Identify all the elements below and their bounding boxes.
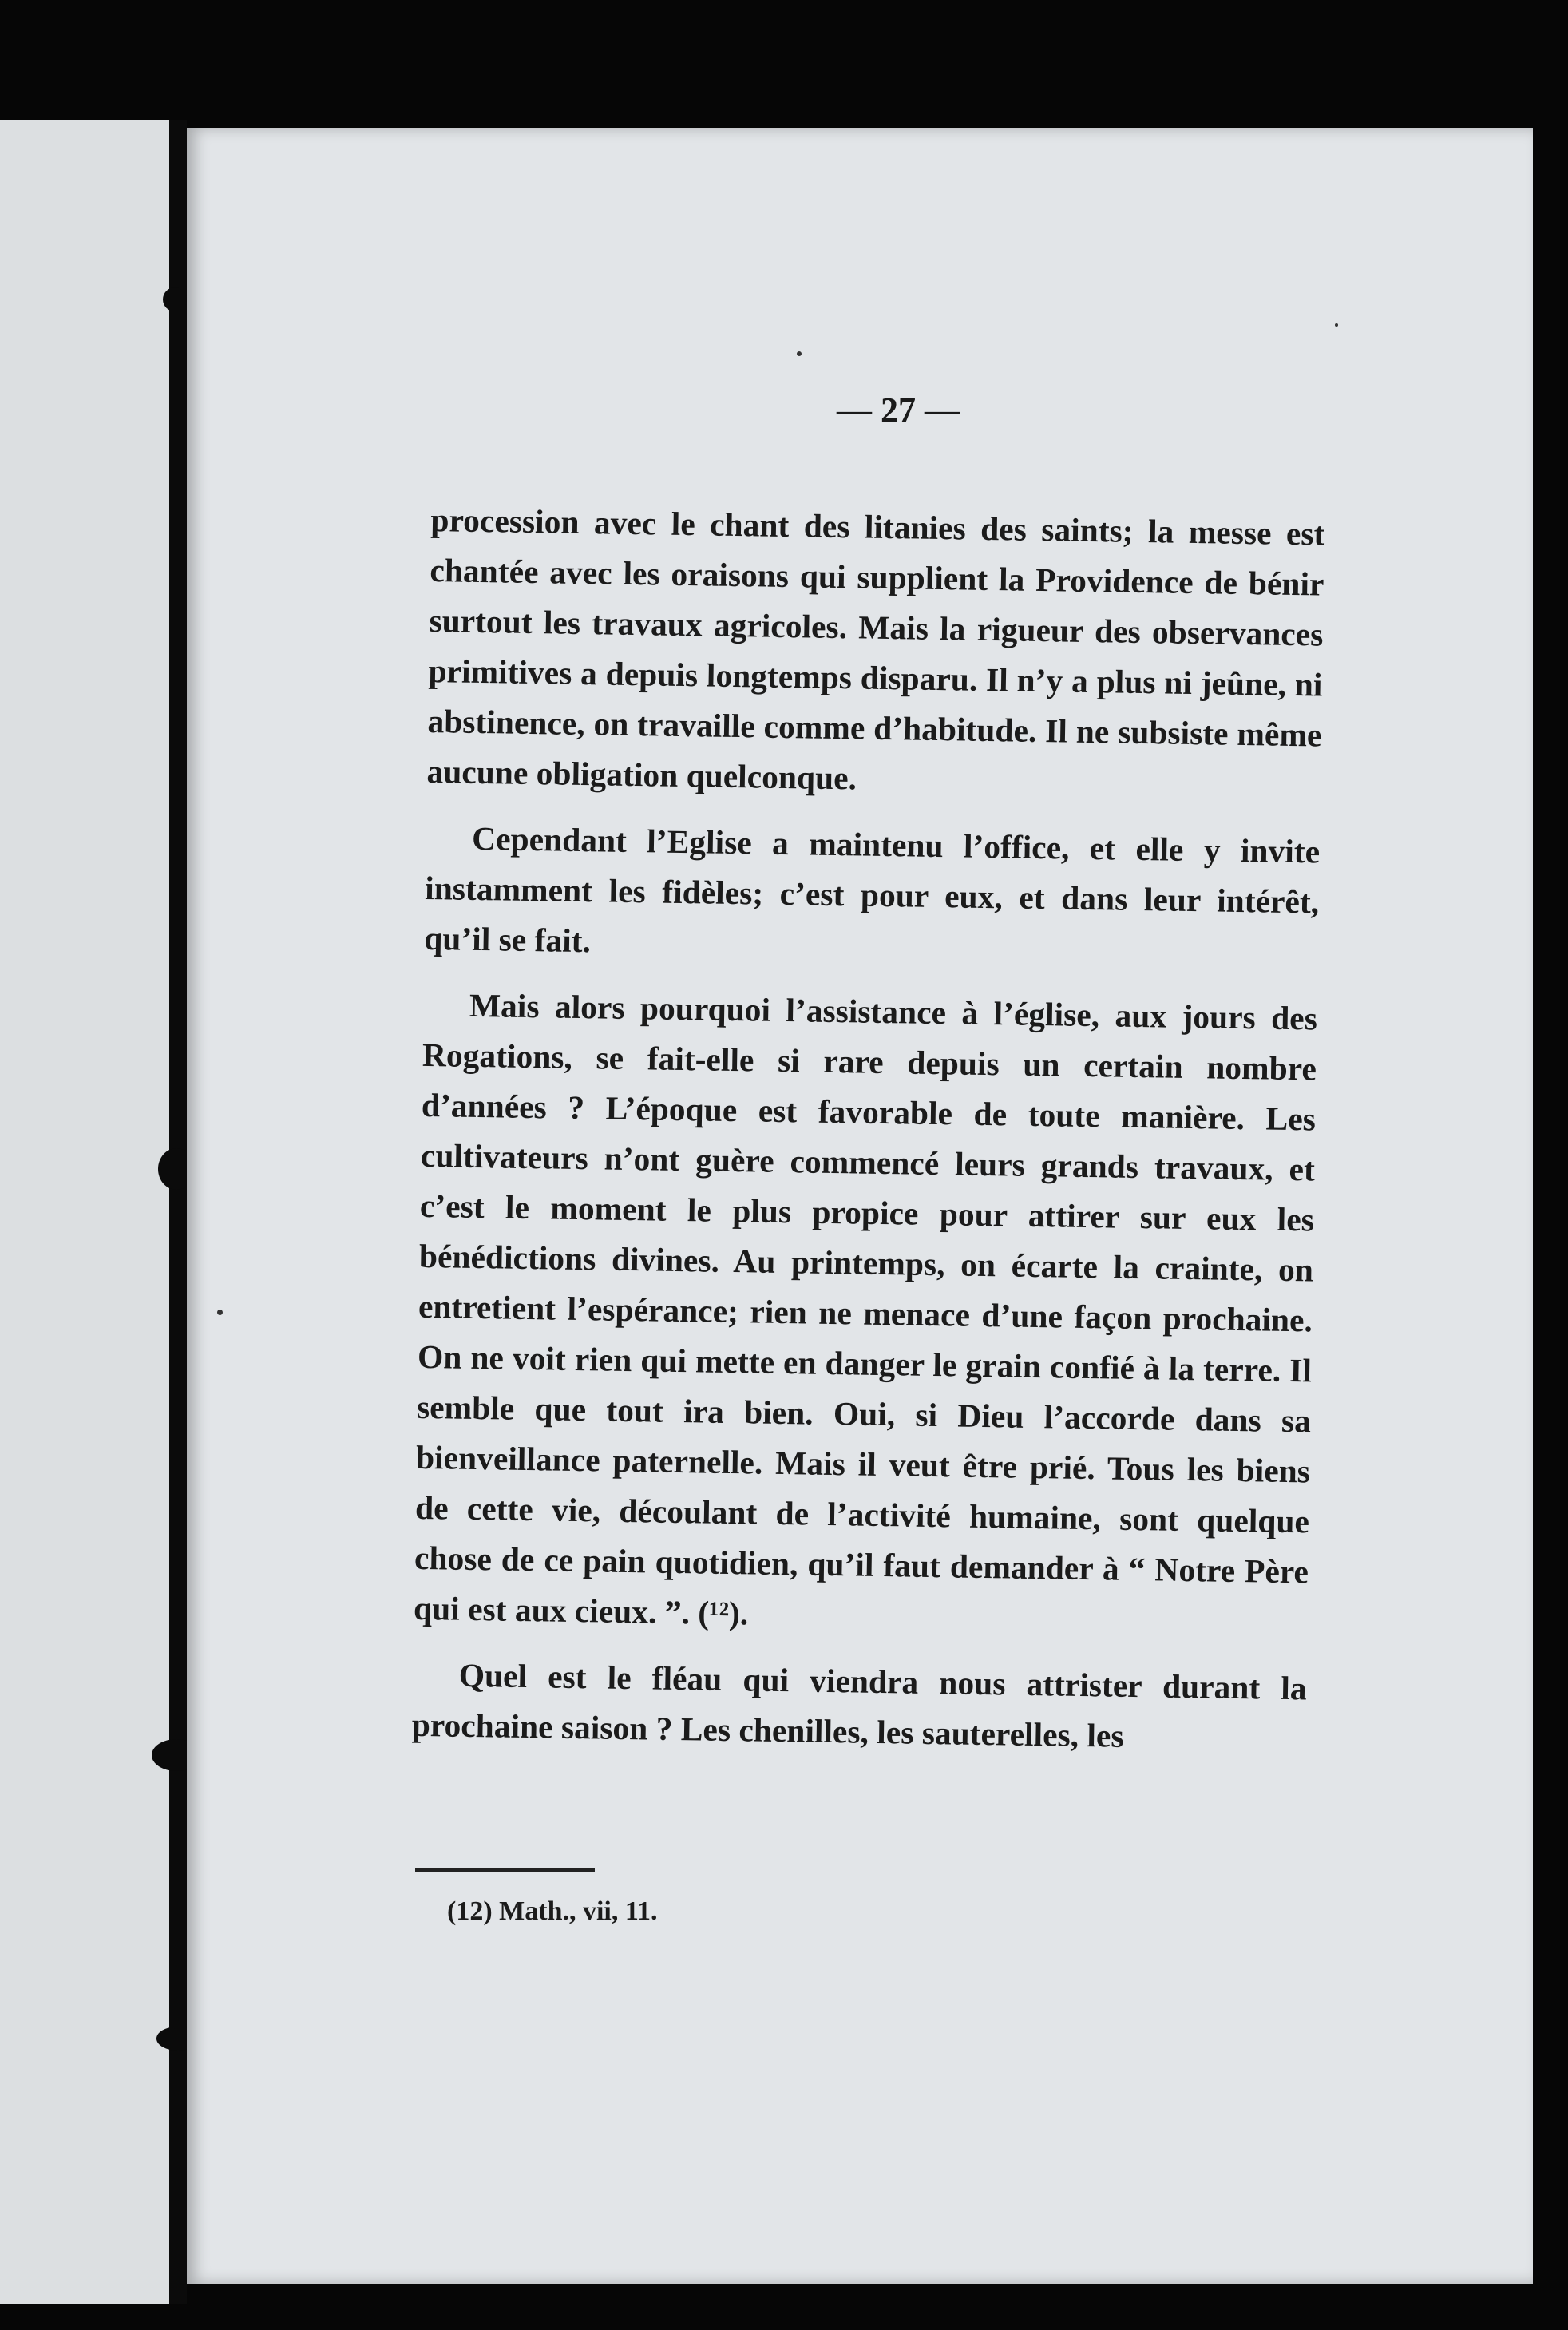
footnote-marker: (12) [447,1896,493,1926]
body-text [411,495,1325,1780]
footnote-text: Math., vii, 11. [499,1896,658,1926]
page-number: — 27 — [837,390,960,430]
spine-knot [163,287,187,311]
left-page-edge [0,120,174,2304]
footnote-rule [415,1868,595,1872]
paragraph: Quel est le fléau qui viendra nous attrister durant la prochaine saison ? Les chenilles, les sauterelles, les [411,1656,1308,1754]
dust-speck [1335,323,1338,327]
dust-speck [797,351,802,356]
footnote [447,1896,658,1927]
paragraph: procession avec le chant des litanies des saints; la messe est chantée avec les oraisons qui supplient la Providence de bénir surtout les travaux agricoles. Mais la rigueur des observances primitives a depuis longtemps disparu. Il n’y a plus ni jeûne, ni abstinence, on travaille comme d’habitude. Il ne subsiste même aucune obligation quelconque. [426,501,1325,797]
paragraph: Mais alors pourquoi l’assistance à l’église, aux jours des Rogations, se fait-elle si rare depuis un certain nombre d’années ? L’époque est favorable de toute manière. Les cultivateurs n’ont guère commencé leurs grands travaux, et c’est le moment le plus propice pour attirer sur eux les bénédictions divines. Au printemps, on écarte la crainte, on entretient l’espérance; rien ne menace d’une façon prochaine. On ne voit rien qui mette en danger le grain confié à la terre. Il semble que tout ira bien. Oui, si Dieu l’accorde dans sa bienveillance paternelle. Mais il veut être prié. Tous les biens de cette vie, découlant de l’activité humaine, sont quelque chose de ce pain quotidien, qu’il faut demander à “ Notre Père qui est aux cieux. ”. (¹²). [413,986,1318,1632]
paragraph: Cependant l’Eglise a maintenu l’office, et elle y invite instamment les fidèles; c’est pour eux, et dans leur intérêt, qu’il se fait. [423,819,1321,960]
dust-speck [217,1310,223,1315]
book-spine [169,120,187,2304]
